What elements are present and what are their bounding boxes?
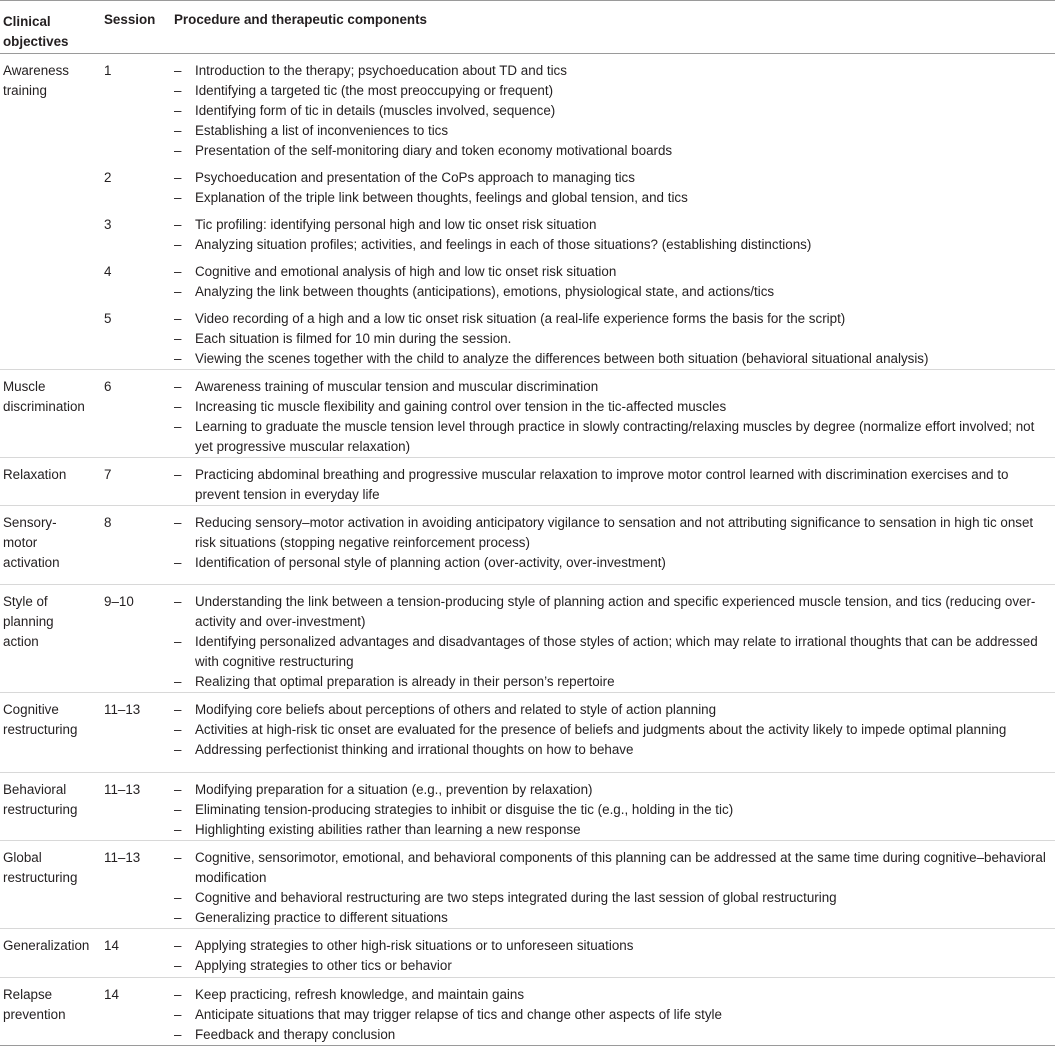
session-block xyxy=(104,168,1055,208)
session-group xyxy=(104,985,1055,1045)
objective-cell: Relapse prevention xyxy=(3,987,66,1022)
procedure-list xyxy=(174,61,1055,161)
procedure-item: – Reducing sensory–motor activation in avoiding anticipatory vigilance to sensation and not attributing significance to sensation in high tic onset risk situations (stopping negative reinforcement process) xyxy=(174,513,1055,553)
table-row xyxy=(0,506,1055,585)
session-group xyxy=(104,780,1055,840)
table-row xyxy=(0,585,1055,693)
header-session: Session xyxy=(104,12,156,27)
session-cell: 14 xyxy=(104,987,119,1002)
procedure-cell xyxy=(174,309,1055,369)
procedure-cell xyxy=(174,465,1055,505)
session-group xyxy=(104,592,1055,692)
procedure-list xyxy=(174,513,1055,573)
session-block xyxy=(104,936,1055,976)
session-group xyxy=(104,513,1055,584)
procedure-list xyxy=(174,215,1055,255)
session-cell: 14 xyxy=(104,938,119,953)
session-cell: 11–13 xyxy=(104,702,141,717)
procedure-item: – Realizing that optimal preparation is already in their person’s repertoire xyxy=(174,672,1055,692)
session-group xyxy=(104,700,1055,772)
procedure-item: – Applying strategies to other high-risk situations or to unforeseen situations xyxy=(174,936,1055,956)
procedure-cell xyxy=(174,262,1055,302)
procedure-list xyxy=(174,700,1055,760)
procedure-item: – Identifying a targeted tic (the most preoccupying or frequent) xyxy=(174,81,1055,101)
procedure-item: – Cognitive and behavioral restructuring are two steps integrated during the last session of global restructuring xyxy=(174,888,1055,908)
procedure-item: – Introduction to the therapy; psychoeducation about TD and tics xyxy=(174,61,1055,81)
procedure-item: – Understanding the link between a tension-producing style of planning action and specific experienced muscle tension, and tics (reducing over-activity and over-investment) xyxy=(174,592,1055,632)
objective-cell: Global restructuring xyxy=(3,850,78,885)
objective-cell: Muscle discrimination xyxy=(3,379,85,414)
session-cell: 1 xyxy=(104,63,112,78)
procedure-item: – Explanation of the triple link between thoughts, feelings and global tension, and tics xyxy=(174,188,1055,208)
objective-cell: Cognitive restructuring xyxy=(3,702,78,737)
procedure-item: – Learning to graduate the muscle tension level through practice in slowly contracting/relaxing muscles by degree (normalize effort involved; not yet progressive muscular relaxation) xyxy=(174,417,1055,457)
session-cell: 7 xyxy=(104,467,112,482)
session-block xyxy=(104,465,1055,505)
session-group xyxy=(104,465,1055,505)
procedure-cell xyxy=(174,61,1055,161)
procedure-item: – Awareness training of muscular tension and muscular discrimination xyxy=(174,377,1055,397)
procedure-item: – Increasing tic muscle flexibility and gaining control over tension in the tic-affected muscles xyxy=(174,397,1055,417)
procedure-list xyxy=(174,936,1055,976)
session-cell: 9–10 xyxy=(104,594,134,609)
session-cell: 4 xyxy=(104,264,112,279)
procedure-cell xyxy=(174,848,1055,928)
table-row xyxy=(0,370,1055,458)
procedure-item: – Analyzing situation profiles; activities, and feelings in each of those situations? (establishing distinctions) xyxy=(174,235,1055,255)
procedure-cell xyxy=(174,700,1055,760)
procedure-item: – Identifying personalized advantages and disadvantages of those styles of action; which may relate to irrational thoughts that can be addressed with cognitive restructuring xyxy=(174,632,1055,672)
procedure-cell xyxy=(174,936,1055,976)
session-group xyxy=(104,377,1055,457)
procedure-item: – Addressing perfectionist thinking and irrational thoughts on how to behave xyxy=(174,740,1055,760)
session-cell: 3 xyxy=(104,217,112,232)
procedure-cell xyxy=(174,377,1055,457)
session-block xyxy=(104,262,1055,302)
session-block xyxy=(104,215,1055,255)
session-block xyxy=(104,61,1055,161)
procedure-cell xyxy=(174,592,1055,692)
session-block xyxy=(104,513,1055,573)
table-body xyxy=(0,54,1055,1045)
objective-cell: Relaxation xyxy=(3,467,67,482)
procedure-item: – Each situation is filmed for 10 min during the session. xyxy=(174,329,1055,349)
session-block xyxy=(104,848,1055,928)
procedure-item: – Applying strategies to other tics or behavior xyxy=(174,956,1055,976)
table-row xyxy=(0,978,1055,1045)
procedure-cell xyxy=(174,985,1055,1045)
procedure-item: – Eliminating tension-producing strategies to inhibit or disguise the tic (e.g., holding in the tic) xyxy=(174,800,1055,820)
procedure-item: – Modifying core beliefs about perceptions of others and related to style of action planning xyxy=(174,700,1055,720)
procedure-item: – Viewing the scenes together with the child to analyze the differences between both situation (behavioral situational analysis) xyxy=(174,349,1055,369)
session-cell: 2 xyxy=(104,170,112,185)
session-cell: 6 xyxy=(104,379,112,394)
procedure-list xyxy=(174,780,1055,840)
objective-cell: Generalization xyxy=(3,938,90,953)
header-procedure: Procedure and therapeutic components xyxy=(174,12,427,27)
session-block xyxy=(104,592,1055,692)
session-cell: 11–13 xyxy=(104,782,141,797)
session-cell: 8 xyxy=(104,515,112,530)
procedure-item: – Cognitive, sensorimotor, emotional, and behavioral components of this planning can be addressed at the same time during cognitive–behavioral modification xyxy=(174,848,1055,888)
header-objectives: Clinical objectives xyxy=(3,14,69,49)
procedure-item: – Practicing abdominal breathing and progressive muscular relaxation to improve motor control learned with discrimination exercises and to prevent tension in everyday life xyxy=(174,465,1055,505)
procedure-cell xyxy=(174,168,1055,208)
procedure-item: – Video recording of a high and a low tic onset risk situation (a real-life experience forms the basis for the script) xyxy=(174,309,1055,329)
table-header xyxy=(0,1,1055,54)
procedure-list xyxy=(174,985,1055,1045)
procedure-item: – Identification of personal style of planning action (over-activity, over-investment) xyxy=(174,553,1055,573)
objective-cell: Style of planning action xyxy=(3,594,54,649)
procedure-item: – Analyzing the link between thoughts (anticipations), emotions, physiological state, and actions/tics xyxy=(174,282,1055,302)
objective-cell: Sensory-motor activation xyxy=(3,515,60,570)
procedure-item: – Modifying preparation for a situation (e.g., prevention by relaxation) xyxy=(174,780,1055,800)
procedure-list xyxy=(174,309,1055,369)
procedure-item: – Highlighting existing abilities rather than learning a new response xyxy=(174,820,1055,840)
procedure-item: – Activities at high-risk tic onset are evaluated for the presence of beliefs and judgments about the activity likely to impede optimal planning xyxy=(174,720,1055,740)
procedure-item: – Presentation of the self-monitoring diary and token economy motivational boards xyxy=(174,141,1055,161)
session-block xyxy=(104,780,1055,840)
table-row xyxy=(0,54,1055,370)
session-group xyxy=(104,848,1055,928)
procedure-item: – Keep practicing, refresh knowledge, and maintain gains xyxy=(174,985,1055,1005)
procedure-list xyxy=(174,848,1055,928)
objective-cell: Awareness training xyxy=(3,63,69,98)
table-row xyxy=(0,929,1055,978)
session-cell: 5 xyxy=(104,311,112,326)
objective-cell: Behavioral restructuring xyxy=(3,782,78,817)
table-row xyxy=(0,458,1055,506)
procedure-item: – Cognitive and emotional analysis of high and low tic onset risk situation xyxy=(174,262,1055,282)
session-block xyxy=(104,377,1055,457)
procedure-item: – Establishing a list of inconveniences to tics xyxy=(174,121,1055,141)
table-row xyxy=(0,841,1055,929)
session-block xyxy=(104,700,1055,760)
procedure-cell xyxy=(174,513,1055,573)
procedure-item: – Identifying form of tic in details (muscles involved, sequence) xyxy=(174,101,1055,121)
procedure-list xyxy=(174,377,1055,457)
procedure-item: – Psychoeducation and presentation of the CoPs approach to managing tics xyxy=(174,168,1055,188)
procedure-list xyxy=(174,262,1055,302)
procedure-item: – Generalizing practice to different situations xyxy=(174,908,1055,928)
procedure-cell xyxy=(174,215,1055,255)
session-group xyxy=(104,936,1055,977)
procedure-item: – Feedback and therapy conclusion xyxy=(174,1025,1055,1045)
table-row xyxy=(0,773,1055,841)
procedure-list xyxy=(174,592,1055,692)
procedure-list xyxy=(174,465,1055,505)
session-block xyxy=(104,985,1055,1045)
table-row xyxy=(0,693,1055,773)
procedure-item: – Tic profiling: identifying personal high and low tic onset risk situation xyxy=(174,215,1055,235)
procedure-list xyxy=(174,168,1055,208)
session-group xyxy=(104,61,1055,369)
procedure-item: – Anticipate situations that may trigger relapse of tics and change other aspects of life style xyxy=(174,1005,1055,1025)
session-cell: 11–13 xyxy=(104,850,141,865)
procedure-cell xyxy=(174,780,1055,840)
session-block xyxy=(104,309,1055,369)
